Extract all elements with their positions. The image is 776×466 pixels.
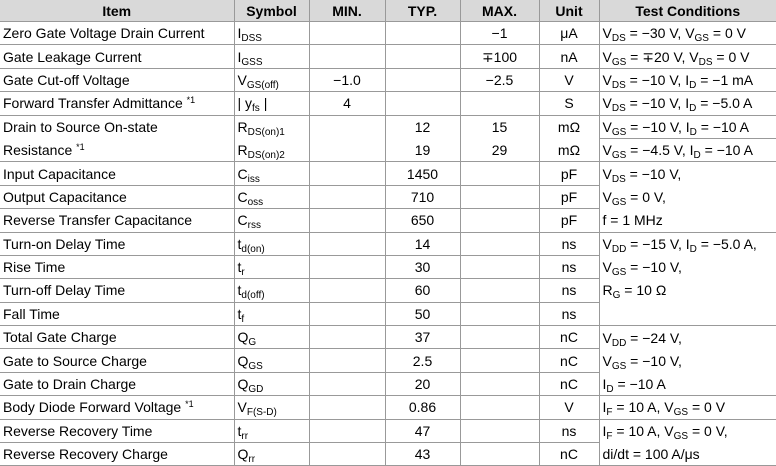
symbol-main: V bbox=[237, 71, 247, 88]
symbol-subscript: rr bbox=[241, 430, 249, 442]
typ-cell: 43 bbox=[385, 443, 460, 466]
symbol-subscript: r bbox=[241, 267, 245, 279]
typ-cell: 2.5 bbox=[385, 349, 460, 372]
header-test-conditions: Test Conditions bbox=[599, 0, 776, 22]
item-cell bbox=[0, 22, 234, 45]
test-condition-cell: $I_D = -10$ A bbox=[599, 372, 776, 395]
symbol-main: Q bbox=[237, 376, 249, 393]
typ-cell: 20 bbox=[385, 372, 460, 395]
min-cell bbox=[309, 443, 385, 466]
item-label: Resistance bbox=[3, 141, 73, 158]
unit-cell: S bbox=[539, 92, 599, 115]
typ-cell: 12 bbox=[385, 115, 460, 138]
unit-cell: μA bbox=[539, 22, 599, 45]
max-cell bbox=[460, 185, 539, 208]
min-cell: −1.0 bbox=[309, 68, 385, 91]
unit-cell: pF bbox=[539, 209, 599, 232]
item-label: Input Capacitance bbox=[3, 165, 116, 182]
symbol-subscript: f bbox=[241, 313, 245, 325]
item-label: Reverse Transfer Capacitance bbox=[3, 212, 193, 229]
typ-cell bbox=[385, 68, 460, 91]
max-cell bbox=[460, 209, 539, 232]
min-cell bbox=[309, 302, 385, 325]
symbol-cell bbox=[234, 162, 309, 185]
typ-cell: 60 bbox=[385, 279, 460, 302]
max-cell bbox=[460, 162, 539, 185]
item-cell bbox=[0, 68, 234, 91]
item-cell bbox=[0, 279, 234, 302]
min-cell bbox=[309, 372, 385, 395]
symbol-cell bbox=[234, 372, 309, 395]
item-label: Fall Time bbox=[3, 305, 60, 322]
symbol-cell bbox=[234, 326, 309, 349]
min-cell bbox=[309, 396, 385, 419]
symbol-cell bbox=[234, 115, 309, 138]
item-cell bbox=[0, 92, 234, 115]
test-condition-cell: $V_{GS} = -10$ V, bbox=[599, 349, 776, 372]
symbol-subscript: rss bbox=[247, 220, 261, 232]
max-cell bbox=[460, 349, 539, 372]
max-cell bbox=[460, 326, 539, 349]
test-condition-cell: $V_{DD} = -24$ V, bbox=[599, 326, 776, 349]
table-row bbox=[0, 255, 776, 278]
typ-cell: 30 bbox=[385, 255, 460, 278]
min-cell bbox=[309, 115, 385, 138]
table-row bbox=[0, 209, 776, 232]
table-row bbox=[0, 115, 776, 138]
unit-cell: nA bbox=[539, 45, 599, 68]
max-cell bbox=[460, 396, 539, 419]
unit-cell: pF bbox=[539, 162, 599, 185]
item-cell bbox=[0, 396, 234, 419]
test-condition-cell: $V_{DS} = -10$ V, bbox=[599, 162, 776, 185]
typ-cell: 0.86 bbox=[385, 396, 460, 419]
header-item: Item bbox=[0, 0, 234, 22]
item-label: Turn-on Delay Time bbox=[3, 235, 126, 252]
symbol-cell bbox=[234, 419, 309, 442]
symbol-cell bbox=[234, 279, 309, 302]
item-label: Gate Leakage Current bbox=[3, 48, 142, 65]
symbol-subscript: d(on) bbox=[241, 243, 265, 255]
max-cell: ∓100 bbox=[460, 45, 539, 68]
max-cell bbox=[460, 92, 539, 115]
item-cell bbox=[0, 326, 234, 349]
table-row bbox=[0, 22, 776, 45]
symbol-main: Q bbox=[237, 329, 249, 346]
header-row bbox=[0, 0, 776, 22]
symbol-subscript: fs bbox=[252, 103, 260, 115]
symbol-subscript: rr bbox=[248, 454, 256, 466]
unit-cell: ns bbox=[539, 302, 599, 325]
unit-cell: nC bbox=[539, 372, 599, 395]
test-condition-cell: $V_{GS} = -10$ V, bbox=[599, 255, 776, 278]
symbol-subscript: GSS bbox=[241, 56, 263, 68]
item-label: Reverse Recovery Time bbox=[3, 422, 153, 439]
unit-cell: nC bbox=[539, 349, 599, 372]
test-condition-cell: $V_{GS} = -4.5$ V, $I_D = -10$ A bbox=[599, 138, 776, 161]
unit-cell: pF bbox=[539, 185, 599, 208]
max-cell bbox=[460, 255, 539, 278]
max-cell bbox=[460, 443, 539, 466]
item-label: Forward Transfer Admittance bbox=[3, 95, 183, 112]
item-cell bbox=[0, 349, 234, 372]
symbol-main: t bbox=[237, 235, 242, 252]
symbol-cell bbox=[234, 68, 309, 91]
symbol-subscript: G bbox=[248, 337, 257, 349]
item-label: Body Diode Forward Voltage bbox=[3, 399, 182, 416]
unit-cell: nC bbox=[539, 443, 599, 466]
item-cell bbox=[0, 443, 234, 466]
unit-cell: mΩ bbox=[539, 138, 599, 161]
test-condition-cell: $I_F = 10$ A, $V_{GS} = 0$ V bbox=[599, 396, 776, 419]
item-label: Total Gate Charge bbox=[3, 329, 117, 346]
symbol-subscript: DS(on)1 bbox=[247, 127, 285, 138]
footnote-marker: *1 bbox=[185, 399, 194, 410]
max-cell: 29 bbox=[460, 138, 539, 161]
table-row bbox=[0, 68, 776, 91]
symbol-cell bbox=[234, 45, 309, 68]
symbol-main: R bbox=[237, 119, 248, 135]
symbol-subscript: iss bbox=[247, 173, 260, 185]
item-cell bbox=[0, 115, 234, 138]
typ-cell: 650 bbox=[385, 209, 460, 232]
symbol-main: Q bbox=[237, 352, 249, 369]
typ-cell: 37 bbox=[385, 326, 460, 349]
symbol-main: t bbox=[237, 305, 242, 322]
table-row bbox=[0, 92, 776, 115]
min-cell bbox=[309, 419, 385, 442]
test-condition-cell: di/dt = 100 A/μs bbox=[599, 443, 776, 466]
min-cell bbox=[309, 185, 385, 208]
min-cell bbox=[309, 232, 385, 255]
header-max: MAX. bbox=[460, 0, 539, 22]
symbol-main: V bbox=[237, 399, 247, 416]
table-row bbox=[0, 396, 776, 419]
test-condition-cell: $V_{GS} = \mp 20$ V, $V_{DS} = 0$ V bbox=[599, 45, 776, 68]
symbol-cell bbox=[234, 255, 309, 278]
symbol-main: I bbox=[237, 25, 242, 42]
item-cell bbox=[0, 185, 234, 208]
symbol-cell bbox=[234, 209, 309, 232]
min-cell bbox=[309, 279, 385, 302]
test-condition-cell bbox=[599, 302, 776, 325]
item-label: Turn-off Delay Time bbox=[3, 282, 126, 299]
max-cell: −1 bbox=[460, 22, 539, 45]
min-cell bbox=[309, 22, 385, 45]
item-cell bbox=[0, 138, 234, 161]
symbol-main: t bbox=[237, 422, 242, 439]
symbol-cell bbox=[234, 185, 309, 208]
test-condition-cell: $V_{GS} = 0$ V, bbox=[599, 185, 776, 208]
symbol-subscript: GS(off) bbox=[246, 79, 279, 91]
symbol-subscript: DS(on)2 bbox=[247, 149, 285, 161]
typ-cell: 19 bbox=[385, 138, 460, 161]
symbol-cell bbox=[234, 443, 309, 466]
min-cell bbox=[309, 209, 385, 232]
item-label: Gate to Source Charge bbox=[3, 352, 147, 369]
symbol-subscript: F(S-D) bbox=[246, 407, 277, 419]
test-condition-cell: $R_G = 10$ Ω bbox=[599, 279, 776, 302]
item-cell bbox=[0, 255, 234, 278]
item-cell bbox=[0, 209, 234, 232]
item-label: Output Capacitance bbox=[3, 188, 127, 205]
max-cell: 15 bbox=[460, 115, 539, 138]
unit-cell: V bbox=[539, 68, 599, 91]
test-condition-cell: f = 1 MHz bbox=[599, 209, 776, 232]
footnote-marker: *1 bbox=[76, 141, 85, 152]
symbol-main: I bbox=[237, 48, 242, 65]
header-typ: TYP. bbox=[385, 0, 460, 22]
typ-cell: 14 bbox=[385, 232, 460, 255]
min-cell bbox=[309, 45, 385, 68]
symbol-main: | y bbox=[237, 95, 253, 112]
typ-cell: 710 bbox=[385, 185, 460, 208]
test-condition-cell: $V_{GS} = -10$ V, $I_D = -10$ A bbox=[599, 115, 776, 138]
symbol-subscript: DSS bbox=[241, 33, 262, 45]
symbol-cell bbox=[234, 22, 309, 45]
item-cell bbox=[0, 45, 234, 68]
symbol-cell bbox=[234, 232, 309, 255]
typ-cell bbox=[385, 92, 460, 115]
symbol-cell bbox=[234, 302, 309, 325]
unit-cell: nC bbox=[539, 326, 599, 349]
symbol-main: R bbox=[237, 141, 248, 158]
item-cell bbox=[0, 302, 234, 325]
table-row bbox=[0, 45, 776, 68]
unit-cell: ns bbox=[539, 279, 599, 302]
symbol-cell bbox=[234, 396, 309, 419]
table-row bbox=[0, 326, 776, 349]
table-row bbox=[0, 443, 776, 466]
test-condition-cell: $V_{DS} = -10$ V, $I_D = -1$ mA bbox=[599, 68, 776, 91]
min-cell bbox=[309, 255, 385, 278]
min-cell bbox=[309, 349, 385, 372]
header-symbol: Symbol bbox=[234, 0, 309, 22]
item-label: Rise Time bbox=[3, 259, 66, 276]
item-cell bbox=[0, 419, 234, 442]
min-cell bbox=[309, 326, 385, 349]
typ-cell: 50 bbox=[385, 302, 460, 325]
symbol-main: C bbox=[237, 188, 248, 205]
unit-cell: ns bbox=[539, 419, 599, 442]
symbol-main: t bbox=[237, 282, 242, 299]
max-cell bbox=[460, 419, 539, 442]
unit-cell: mΩ bbox=[539, 115, 599, 138]
item-cell bbox=[0, 372, 234, 395]
test-condition-cell: $V_{DD} = -15$ V, $I_D = -5.0$ A, bbox=[599, 232, 776, 255]
table-row bbox=[0, 162, 776, 185]
symbol-subscript: d(off) bbox=[241, 290, 265, 302]
item-cell bbox=[0, 162, 234, 185]
symbol-after: | bbox=[259, 95, 268, 112]
symbol-cell bbox=[234, 349, 309, 372]
item-label: Zero Gate Voltage Drain Current bbox=[3, 25, 205, 42]
table-row bbox=[0, 279, 776, 302]
table-row bbox=[0, 302, 776, 325]
symbol-main: C bbox=[237, 212, 248, 229]
typ-cell: 1450 bbox=[385, 162, 460, 185]
unit-cell: V bbox=[539, 396, 599, 419]
unit-cell: ns bbox=[539, 255, 599, 278]
table-row bbox=[0, 349, 776, 372]
table-row bbox=[0, 185, 776, 208]
item-label: Gate to Drain Charge bbox=[3, 376, 137, 393]
unit-cell: ns bbox=[539, 232, 599, 255]
item-label: Gate Cut-off Voltage bbox=[3, 71, 130, 88]
item-cell bbox=[0, 232, 234, 255]
item-label: Drain to Source On-state bbox=[3, 119, 158, 135]
test-condition-cell: $I_F = 10$ A, $V_{GS} = 0$ V, bbox=[599, 419, 776, 442]
max-cell: −2.5 bbox=[460, 68, 539, 91]
table-row bbox=[0, 138, 776, 161]
table-row bbox=[0, 419, 776, 442]
symbol-main: Q bbox=[237, 446, 249, 463]
max-cell bbox=[460, 302, 539, 325]
min-cell: 4 bbox=[309, 92, 385, 115]
item-label: Reverse Recovery Charge bbox=[3, 446, 168, 463]
symbol-main: t bbox=[237, 259, 242, 276]
typ-cell bbox=[385, 45, 460, 68]
symbol-cell bbox=[234, 92, 309, 115]
max-cell bbox=[460, 279, 539, 302]
min-cell bbox=[309, 138, 385, 161]
symbol-main: C bbox=[237, 165, 248, 182]
table-row bbox=[0, 232, 776, 255]
symbol-cell bbox=[234, 138, 309, 161]
typ-cell bbox=[385, 22, 460, 45]
typ-cell: 47 bbox=[385, 419, 460, 442]
test-condition-cell: $V_{DS} = -30$ V, $V_{GS} = 0$ V bbox=[599, 22, 776, 45]
min-cell bbox=[309, 162, 385, 185]
test-condition-cell: $V_{DS} = -10$ V, $I_D = -5.0$ A bbox=[599, 92, 776, 115]
table-row bbox=[0, 372, 776, 395]
header-unit: Unit bbox=[539, 0, 599, 22]
header-min: MIN. bbox=[309, 0, 385, 22]
symbol-subscript: oss bbox=[247, 196, 264, 208]
max-cell bbox=[460, 232, 539, 255]
max-cell bbox=[460, 372, 539, 395]
footnote-marker: *1 bbox=[186, 95, 196, 106]
symbol-subscript: GS bbox=[248, 360, 263, 372]
symbol-subscript: GD bbox=[248, 384, 264, 396]
